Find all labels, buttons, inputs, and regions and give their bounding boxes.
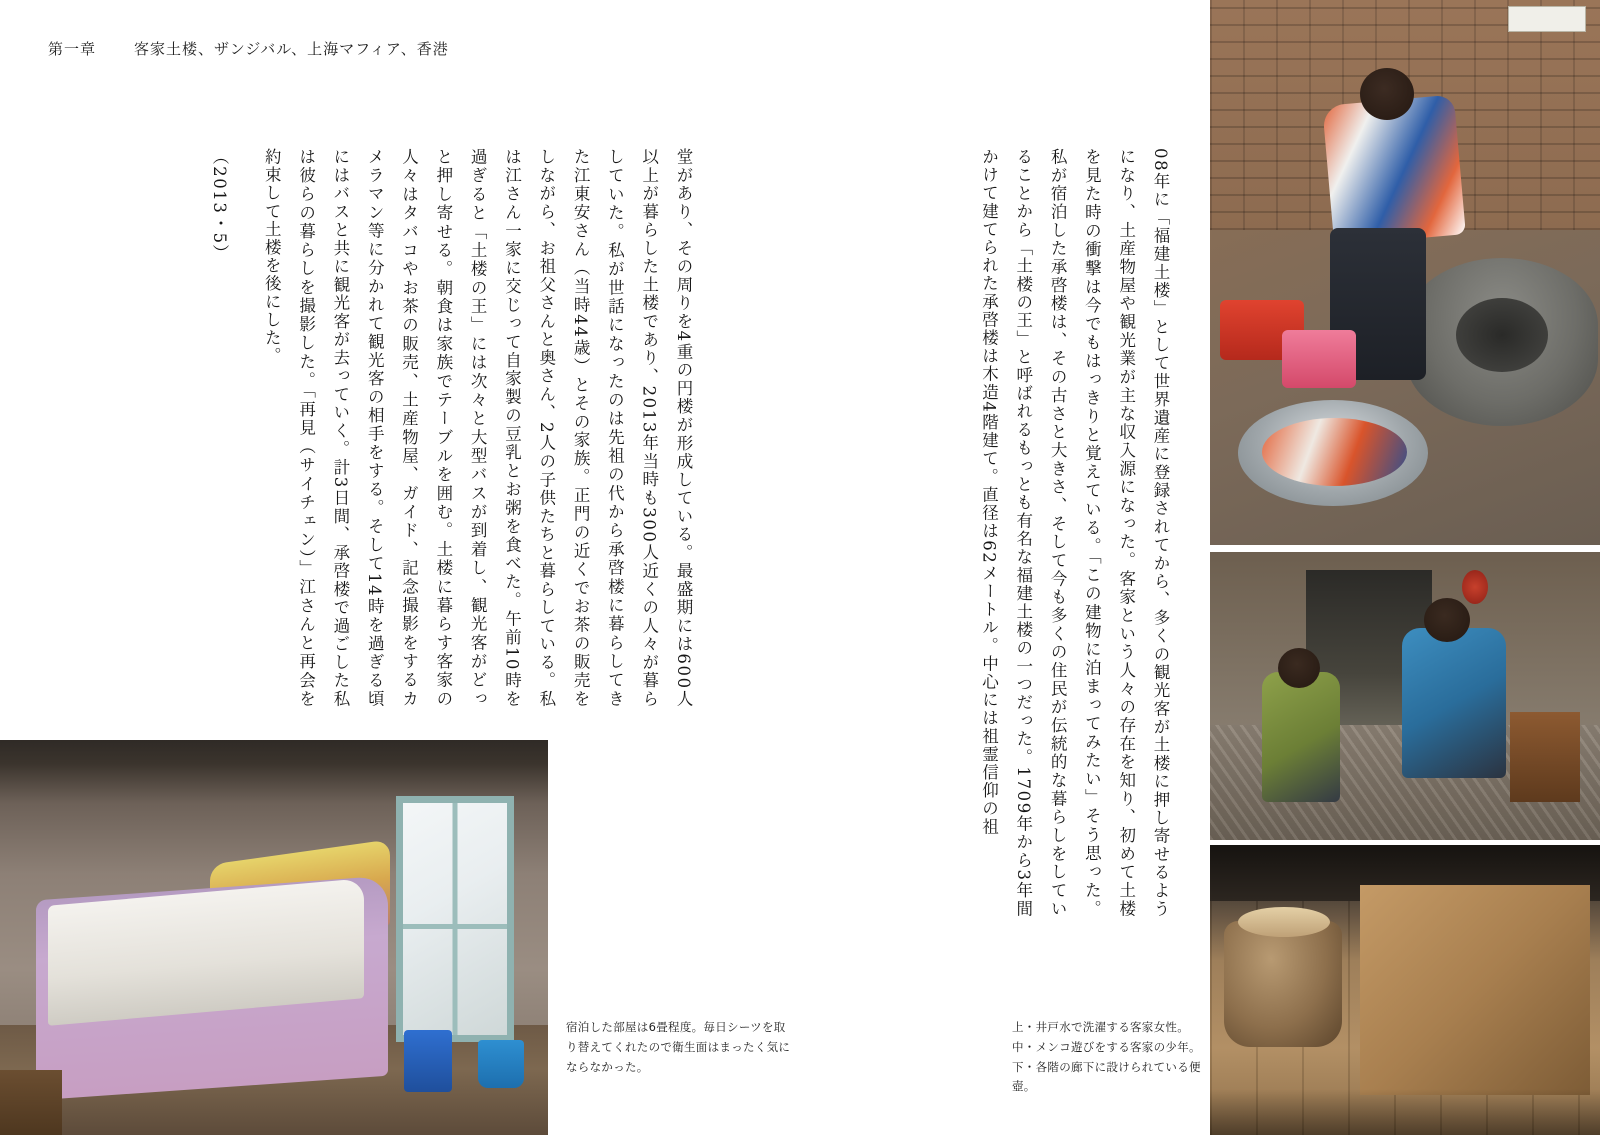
well-pink-bucket (1282, 330, 1356, 388)
well-laundry (1262, 418, 1407, 486)
chapter-title: 客家土楼、ザンジバル、上海マフィア、香港 (134, 41, 449, 58)
chapter-number: 第一章 (48, 41, 97, 58)
toilet-floor-shadow (1210, 1089, 1600, 1135)
wall-sign (1508, 6, 1586, 32)
kids-boy-crouching-head (1278, 648, 1320, 688)
bedroom-blue-bucket (478, 1040, 524, 1088)
bedroom-window (396, 796, 514, 1042)
kids-boy-seated-head (1424, 598, 1470, 642)
photo-bedroom (0, 740, 548, 1135)
caption-bedroom: 宿泊した部屋は6畳程度。毎日シーツを取り替えてくれたので衛生面はまったく気にならなかった。 (566, 1020, 791, 1074)
article-text-right-column (872, 148, 1177, 918)
photo-boys-playing (1210, 552, 1600, 840)
photo-well-washing (1210, 0, 1600, 545)
running-head (48, 38, 449, 59)
well-stone-curb (1406, 258, 1598, 426)
bedroom-wooden-box (0, 1070, 62, 1135)
well-woman-head (1360, 68, 1414, 120)
chamber-pot (1224, 921, 1342, 1047)
red-lantern-icon (1462, 570, 1488, 604)
chamber-pot-lid (1238, 907, 1330, 937)
article-paragraph-right: 08年に「福建土楼」として世界遺産に登録されてから、多くの観光客が土楼に押し寄せるようになり、土産物屋や観光業が主な収入源になった。客家という人々の存在を知り、初めて土楼を見た時の衝撃は今でもはっきりと覚えている。「この建物に泊まってみたい」そう思った。私が宿泊した承啓楼は、その古さと大きさ、そして今も多くの住民が伝統的な暮らしをしていることから「土楼の王」と呼ばれるもっとも有名な福建土楼の一つだった。1709年から3年間かけて建てられた承啓楼は木造4階建て。直径は62メートル。中心には祖霊信仰の祖 (979, 148, 1170, 918)
article-text-left-column (160, 148, 700, 708)
article-paragraph-left: 堂があり、その周りを4重の円楼が形成している。最盛期には600人以上が暮らした土楼であり、2013年当時も300人近くの人々が暮らしていた。私が世話になったのは先祖の代から承啓楼に暮らしてきた江東安さん（当時44歳）とその家族。正門の近くでお茶の販売をしながら、お祖父さんと奥さん、2人の子供たちと暮らしている。私は江さん一家に交じって自家製の豆乳とお粥を食べた。午前10時を過ぎると「土楼の王」には次々と大型バスが到着し、観光客がどっと押し寄せる。朝食は家族でテーブルを囲む。土楼に暮らす客家の人々はタバコやお茶の販売、土産物屋、ガイド、記念撮影をするカメラマン等に分かれて観光客の相手をする。そして14時を過ぎる頃にはバスと共に観光客が去っていく。計3日間、承啓楼で過ごした私は彼らの暮らしを撮影した。「再見（サイチェン）」江さんと再会を約束して土楼を後にした。 (262, 148, 693, 708)
kids-boy-crouching (1262, 672, 1340, 802)
article-date-note: （2013・5） (209, 148, 229, 263)
photo-chamber-pot (1210, 845, 1600, 1135)
kids-wooden-stool (1510, 712, 1580, 802)
toilet-wall-panel (1360, 885, 1590, 1095)
bedroom-blue-stool (404, 1030, 452, 1092)
caption-right-photos: 上・井戸水で洗濯する客家女性。中・メンコ遊びをする客家の少年。下・各階の廊下に設けられている便壺。 (1012, 1020, 1201, 1094)
kids-boy-seated (1402, 628, 1506, 778)
